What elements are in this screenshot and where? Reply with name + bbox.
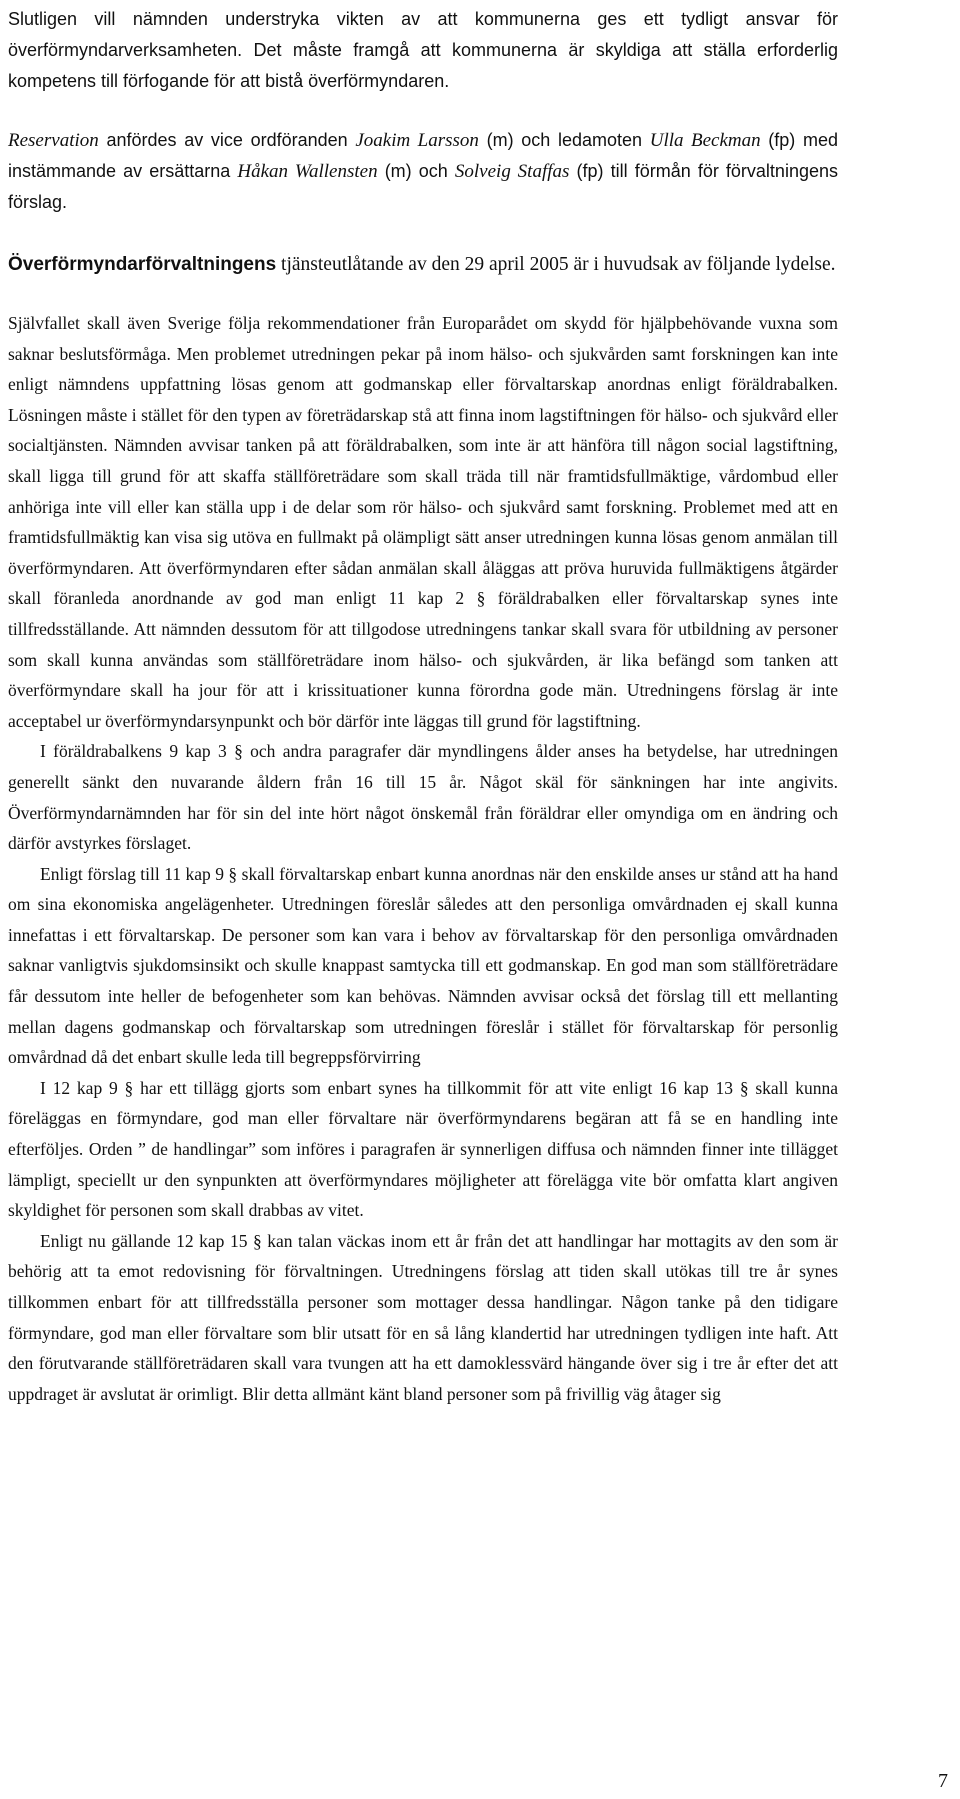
reservation-text-5: (fp) till förmån för förvaltningens förslag.: [8, 161, 838, 212]
member-name-beckman: Ulla Beckman: [649, 130, 761, 151]
reservation-text-2: (m) och ledamoten: [478, 130, 650, 150]
reservation-label: Reservation: [8, 130, 99, 151]
member-name-larsson: Joakim Larsson: [355, 130, 479, 151]
member-name-wallensten: Håkan Wallensten: [237, 161, 378, 182]
paragraph-body-2: I föräldrabalkens 9 kap 3 § och andra paragrafer där myndlingens ålder anses ha betydelse, har utredningen generellt sänkt den nuvarande åldern från 16 till 15 år. Något skäl för sänkningen har inte angivits. Överförmyndarnämnden har för sin del inte hört något önskemål från föräldrar eller omyndiga om en ändring och därför avstyrkes förslaget.: [8, 741, 838, 854]
document-page: [8, 0, 838, 1409]
paragraph-reservation: [8, 125, 838, 218]
member-name-staffas: Solveig Staffas: [454, 161, 570, 182]
paragraph-closing-statement: Slutligen vill nämnden understryka vikten av att kommunerna ges ett tydligt ansvar för överförmyndarverksamheten. Det måste framgå att kommunerna är skyldiga att ställa erforderlig kompetens till förfogande för att bistå överförmyndaren.: [8, 9, 838, 91]
statement-intro-text: tjänsteutlåtande av den 29 april 2005 är i huvudsak av följande lydelse.: [276, 254, 836, 275]
reservation-text-4: (m) och: [377, 161, 455, 181]
authority-name: Överförmyndarförvaltningens: [8, 254, 277, 275]
paragraph-body-4: I 12 kap 9 § har ett tillägg gjorts som enbart synes ha tillkommit för att vite enligt 16 kap 13 § skall kunna föreläggas en förmyndare, god man eller förvaltare när överförmyndarens begäran att få se en handling inte efterföljes. Orden ” de handlingar” som införes i paragrafen är synnerligen diffusa och nämnden finner inte tillägget lämpligt, speciellt ur den synpunkten att överförmyndares möjligheter att förelägga vite bör omfatta klart angiven skyldighet för personen som skall drabbas av vitet.: [8, 1077, 838, 1221]
reservation-text-3: (fp) med instämmande av ersättarna: [8, 130, 838, 181]
paragraph-body-5: Enligt nu gällande 12 kap 15 § kan talan väckas inom ett år från det att handlingar har mottagits av den som är behörig att ta emot redovisning för förvaltningen. Utredningens förslag att tiden skall utökas till tre år synes tillkommen enbart för att tillfredsställa personer som mottager dessa handlingar. Någon tanke på den tidigare förmyndare, god man eller förvaltare som blir utsatt för en så lång klandertid har utredningen tydligen inte haft. Att den förutvarande ställföreträdaren skall vara tvungen att ha ett damoklessvärd hängande över sig i tre år efter det att uppdraget är avslutat är orimligt. Blir detta allmänt känt bland personer som på frivillig väg åtager sig: [8, 1230, 838, 1404]
reservation-text-1: anfördes av vice ordföranden: [98, 130, 356, 150]
paragraph-body-1: Självfallet skall även Sverige följa rekommendationer från Europarådet om skydd för hjälpbehövande vuxna som saknar beslutsförmåga. Men problemet utredningen pekar på inom hälso- och sjukvården samt forskningen kan inte enligt nämndens uppfattning lösas genom att godmanskap eller förvaltarskap anordnas enligt föräldrabalken. Lösningen måste i stället för den typen av företrädarskap stå att finna inom lagstiftningen för hälso- och sjukvård eller socialtjänsten. Nämnden avvisar tanken på att föräldrabalken, som inte är att hänföra till någon social lagstiftning, skall ligga till grund för att skaffa ställföreträdare som skall träda till när framtidsfullmäktige, vårdombud eller anhöriga inte vill eller kan ställa upp i de delar som rör hälso- och sjukvård samt forskning. Problemet med att en framtidsfullmäktig kan visa sig utöva en fullmakt på olämpligt sätt anser utredningen kunna lösas genom anmälan till överförmyndaren. Att överförmyndaren efter sådan anmälan skall åläggas att pröva huruvida fullmäktigens åtgärder skall föranleda anordnande av god man enligt 11 kap 2 § föräldrabalken eller förvaltarskap synes inte tillfredsställande. Att nämnden dessutom för att tillgodose utredningens tankar skall svara för utbildning av personer som skall kunna användas som ställföreträdare inom hälso- och sjukvården, är lika befängd som tanken att överförmyndare skall ha jour för att i krissituationer kunna förordna gode män. Utredningens förslag är inte acceptabel ur överförmyndarsynpunkt och bör därför inte läggas till grund för lagstiftning.: [8, 313, 838, 731]
paragraph-statement-intro: [8, 249, 838, 280]
page-number: 7: [938, 1770, 948, 1792]
paragraph-body-3: Enligt förslag till 11 kap 9 § skall förvaltarskap enbart kunna anordnas när den enskilde anses ur stånd att ha hand om sina ekonomiska angelägenheter. Utredningen föreslår således att den personliga omvårdnaden ej skall kunna innefattas i ett förvaltarskap. De personer som kan vara i behov av förvaltarskap för den personliga omvårdnaden saknar vanligtvis sjukdomsinsikt och skulle knappast samtycka till ett godmanskap. En god man som ställföreträdare får dessutom inte heller de befogenheter som kan behövas. Nämnden avvisar också det förslag till ett mellanting mellan dagens godmanskap och förvaltarskap som utredningen föreslår i stället för förvaltarskap för personlig omvårdnad då det enbart skulle leda till begreppsförvirring: [8, 863, 838, 1068]
